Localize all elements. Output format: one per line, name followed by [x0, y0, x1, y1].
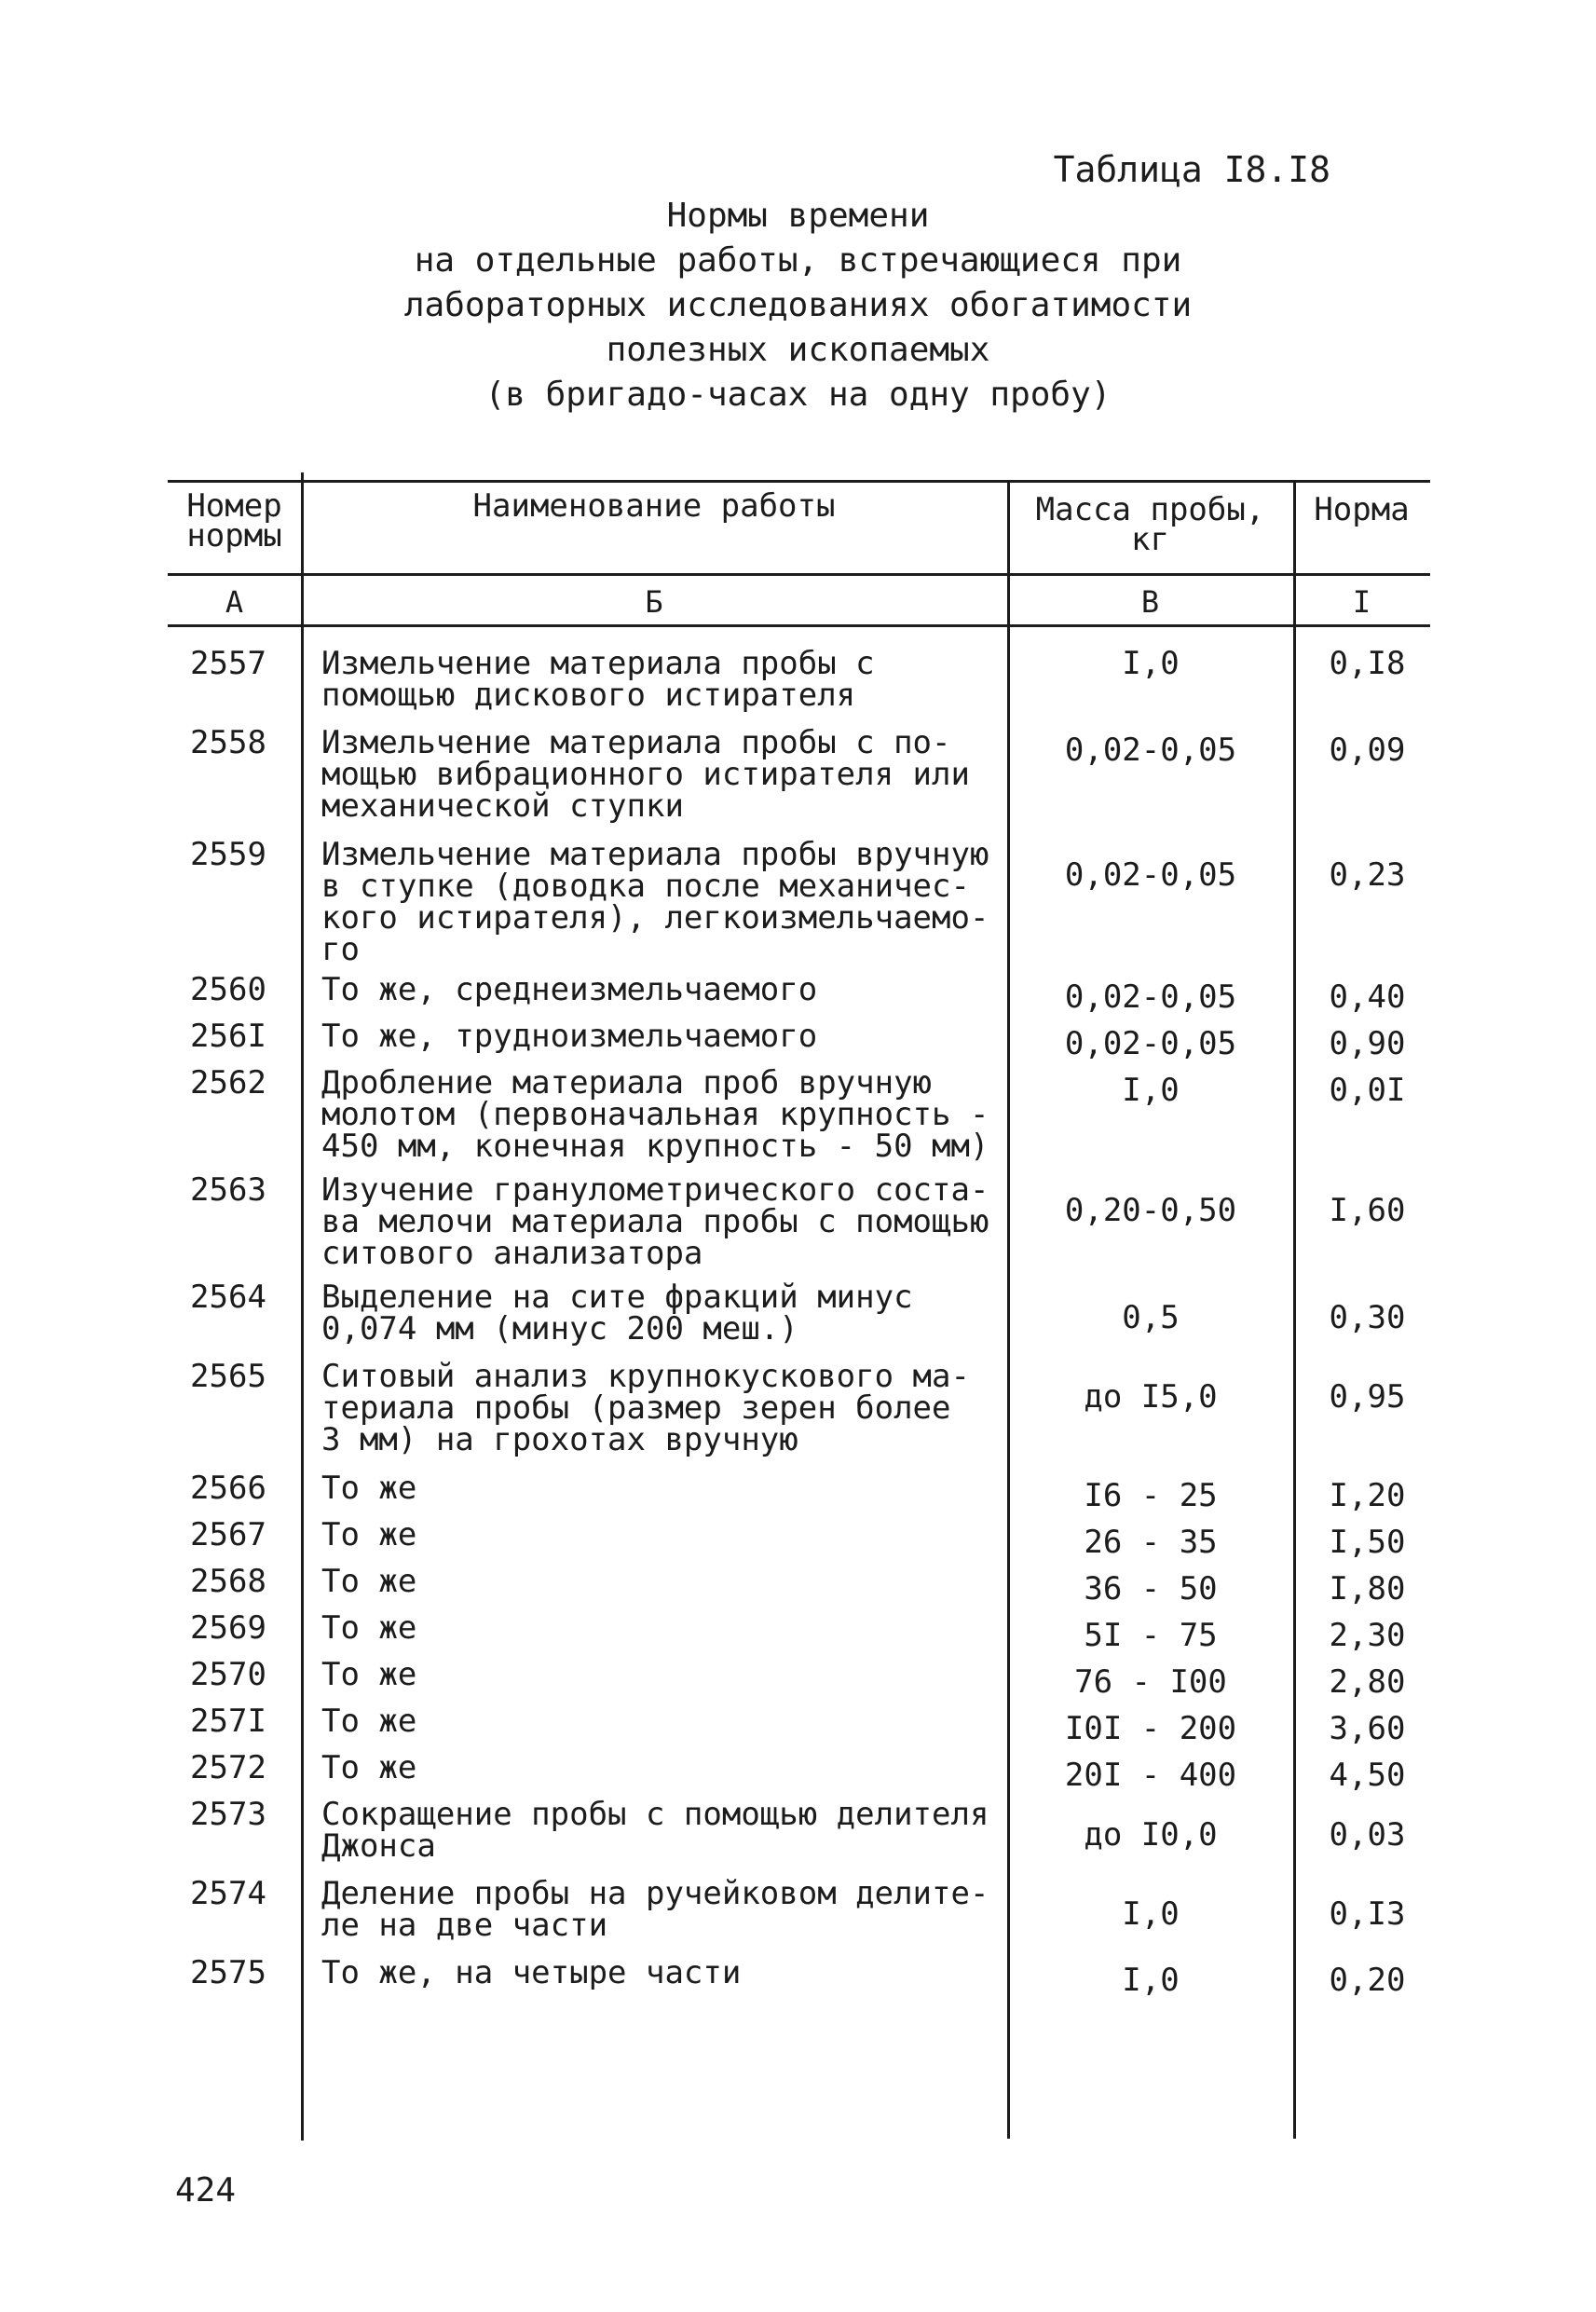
work-name-line: Ситовый анализ крупнокускового ма- [321, 1358, 970, 1395]
work-name-line: То же [321, 1470, 417, 1507]
sample-mass: I,0 [1122, 1895, 1180, 1933]
norm-number: 2559 [190, 836, 266, 873]
time-norm: 0,40 [1329, 978, 1406, 1016]
work-name-line: То же [321, 1609, 417, 1647]
sample-mass: 0,20-0,50 [1064, 1192, 1237, 1229]
table-top-rule [168, 480, 1430, 483]
time-norm: 0,30 [1329, 1299, 1406, 1336]
work-name-line: мощью вибрационного истирателя или [321, 756, 970, 793]
work-name [321, 1171, 1002, 1272]
norm-number: 2567 [190, 1516, 266, 1553]
header-name-line: Наименование работы [472, 487, 836, 525]
work-name-line: Выделение на сите фракций минус [321, 1279, 913, 1316]
sample-mass: I0I - 200 [1064, 1710, 1237, 1747]
header-number-line: Номер [186, 487, 282, 525]
norm-number: 2566 [190, 1470, 266, 1507]
column-divider [1007, 480, 1010, 2139]
time-norm: 0,95 [1329, 1378, 1406, 1416]
work-name-line: ва мелочи материала пробы с помощью [321, 1203, 989, 1240]
work-name-line: го [321, 931, 360, 968]
work-name-line: кого истирателя), легкоизмельчаемо- [321, 899, 989, 937]
table-label: Таблица I8.I8 [1053, 149, 1330, 190]
norm-number: 2569 [190, 1609, 266, 1647]
time-norm: 0,90 [1329, 1025, 1406, 1062]
work-name-line: териала пробы (размер зерен более [321, 1389, 951, 1427]
work-name-line: 450 мм, конечная крупность - 50 мм) [321, 1128, 989, 1165]
work-name [321, 836, 1002, 968]
time-norm: I,50 [1329, 1524, 1406, 1561]
norm-number: 256I [190, 1018, 266, 1055]
work-name-line: Измельчение материала пробы с [321, 645, 875, 682]
work-name [321, 1796, 1002, 1865]
work-name-line: То же [321, 1656, 417, 1693]
work-name-line: Джонса [321, 1827, 436, 1865]
work-name-line: То же, на четыре части [321, 1954, 742, 1991]
work-name [321, 645, 1002, 714]
time-norm: 0,20 [1329, 1962, 1406, 1999]
sample-mass: I,0 [1122, 645, 1180, 682]
time-norm: 0,23 [1329, 856, 1406, 894]
norm-number: 2575 [190, 1954, 266, 1991]
work-name-line: в ступке (доводка после механичес- [321, 868, 970, 905]
time-norm: I,60 [1329, 1192, 1406, 1229]
work-name-line: ле на две части [321, 1907, 608, 1944]
column-divider [301, 472, 304, 2141]
title-line: на отдельные работы, встречающиеся при [414, 241, 1182, 280]
sample-mass: 0,02-0,05 [1064, 732, 1237, 769]
sample-mass: до I0,0 [1084, 1816, 1218, 1854]
work-name [321, 1563, 1002, 1600]
header-norm-line: Норма [1314, 491, 1410, 528]
norm-number: 2572 [190, 1749, 266, 1786]
work-name-line: Деление пробы на ручейковом делите- [321, 1875, 989, 1912]
sample-mass: 76 - I00 [1074, 1663, 1227, 1701]
norm-number: 2573 [190, 1796, 266, 1833]
title-line: Нормы времени [666, 197, 930, 235]
title-line: лабораторных исследованиях обогатимости [403, 286, 1193, 324]
header-number-line: нормы [186, 517, 282, 554]
header-norm [1293, 491, 1430, 528]
sample-mass: 0,02-0,05 [1064, 1025, 1237, 1062]
work-name [321, 1609, 1002, 1647]
norm-number: 2563 [190, 1171, 266, 1209]
sample-mass: 26 - 35 [1084, 1524, 1218, 1561]
work-name [321, 1064, 1002, 1165]
work-name-line: То же, трудноизмельчаемого [321, 1018, 818, 1055]
work-name-line: помощью дискового истирателя [321, 677, 856, 714]
sample-mass: 0,5 [1122, 1299, 1180, 1336]
norm-number: 2570 [190, 1656, 266, 1693]
time-norm: 3,60 [1329, 1710, 1406, 1747]
work-name-line: То же [321, 1703, 417, 1740]
work-name-line: механической ступки [321, 787, 684, 825]
sample-mass: до I5,0 [1084, 1378, 1218, 1416]
norm-number: 2560 [190, 971, 266, 1008]
title-line: полезных ископаемых [606, 331, 990, 369]
header-bottom-rule [168, 573, 1430, 576]
header-mass-line: Масса пробы, [1035, 491, 1265, 528]
work-name [321, 1516, 1002, 1553]
work-name [321, 1018, 1002, 1055]
work-name-line: То же, среднеизмельчаемого [321, 971, 818, 1008]
header-mass-line: кг [1131, 521, 1169, 558]
work-name [321, 1749, 1002, 1786]
time-norm: 0,03 [1329, 1816, 1406, 1854]
work-name [321, 1358, 1002, 1458]
work-name [321, 1470, 1002, 1507]
work-name [321, 1656, 1002, 1693]
letters-bottom-rule [168, 624, 1430, 627]
norms-table [168, 480, 1430, 2139]
norm-number: 257I [190, 1703, 266, 1740]
norm-number: 2558 [190, 724, 266, 761]
norm-number: 2565 [190, 1358, 266, 1395]
work-name-line: Измельчение материала пробы с по- [321, 724, 951, 761]
work-name-line: Дробление материала проб вручную [321, 1064, 933, 1101]
norm-number: 2562 [190, 1064, 266, 1101]
work-name [321, 1703, 1002, 1740]
work-name [321, 1954, 1002, 1991]
work-name-line: 0,074 мм (минус 200 меш.) [321, 1310, 798, 1348]
work-name [321, 724, 1002, 825]
title-line: (в бригадо-часах на одну пробу) [484, 376, 1112, 414]
time-norm: I,20 [1329, 1477, 1406, 1514]
work-name [321, 971, 1002, 1008]
letter-norm: I [1352, 584, 1371, 620]
work-name-line: Измельчение материала пробы вручную [321, 836, 989, 873]
table-title [0, 194, 1596, 417]
sample-mass: 20I - 400 [1064, 1757, 1237, 1794]
sample-mass: 5I - 75 [1084, 1617, 1218, 1654]
column-divider [1293, 480, 1296, 2139]
time-norm: 0,I3 [1329, 1895, 1406, 1933]
work-name-line: Изучение гранулометрического соста- [321, 1171, 989, 1209]
letter-number: А [225, 584, 244, 620]
work-name-line: То же [321, 1749, 417, 1786]
sample-mass: 0,02-0,05 [1064, 856, 1237, 894]
norm-number: 2568 [190, 1563, 266, 1600]
time-norm: 2,80 [1329, 1663, 1406, 1701]
sample-mass: 36 - 50 [1084, 1570, 1218, 1607]
time-norm: 0,09 [1329, 732, 1406, 769]
time-norm: 0,I8 [1329, 645, 1406, 682]
time-norm: I,80 [1329, 1570, 1406, 1607]
header-mass [1007, 491, 1293, 558]
header-number [168, 487, 301, 554]
sample-mass: I,0 [1122, 1072, 1180, 1109]
work-name-line: То же [321, 1563, 417, 1600]
sample-mass: I,0 [1122, 1962, 1180, 1999]
letter-mass: В [1140, 584, 1160, 620]
work-name-line: молотом (первоначальная крупность - [321, 1096, 989, 1133]
time-norm: 4,50 [1329, 1757, 1406, 1794]
sample-mass: I6 - 25 [1084, 1477, 1218, 1514]
sample-mass: 0,02-0,05 [1064, 978, 1237, 1016]
page-number: 424 [175, 2171, 237, 2209]
norm-number: 2574 [190, 1875, 266, 1912]
header-name [301, 487, 1007, 525]
work-name-line: ситового анализатора [321, 1235, 703, 1272]
time-norm: 2,30 [1329, 1617, 1406, 1654]
work-name-line: 3 мм) на грохотах вручную [321, 1421, 798, 1458]
norm-number: 2564 [190, 1279, 266, 1316]
work-name [321, 1279, 1002, 1348]
time-norm: 0,0I [1329, 1072, 1406, 1109]
norm-number: 2557 [190, 645, 266, 682]
work-name-line: Сокращение пробы с помощью делителя [321, 1796, 989, 1833]
work-name-line: То же [321, 1516, 417, 1553]
work-name [321, 1875, 1002, 1944]
letter-name: Б [645, 584, 663, 620]
